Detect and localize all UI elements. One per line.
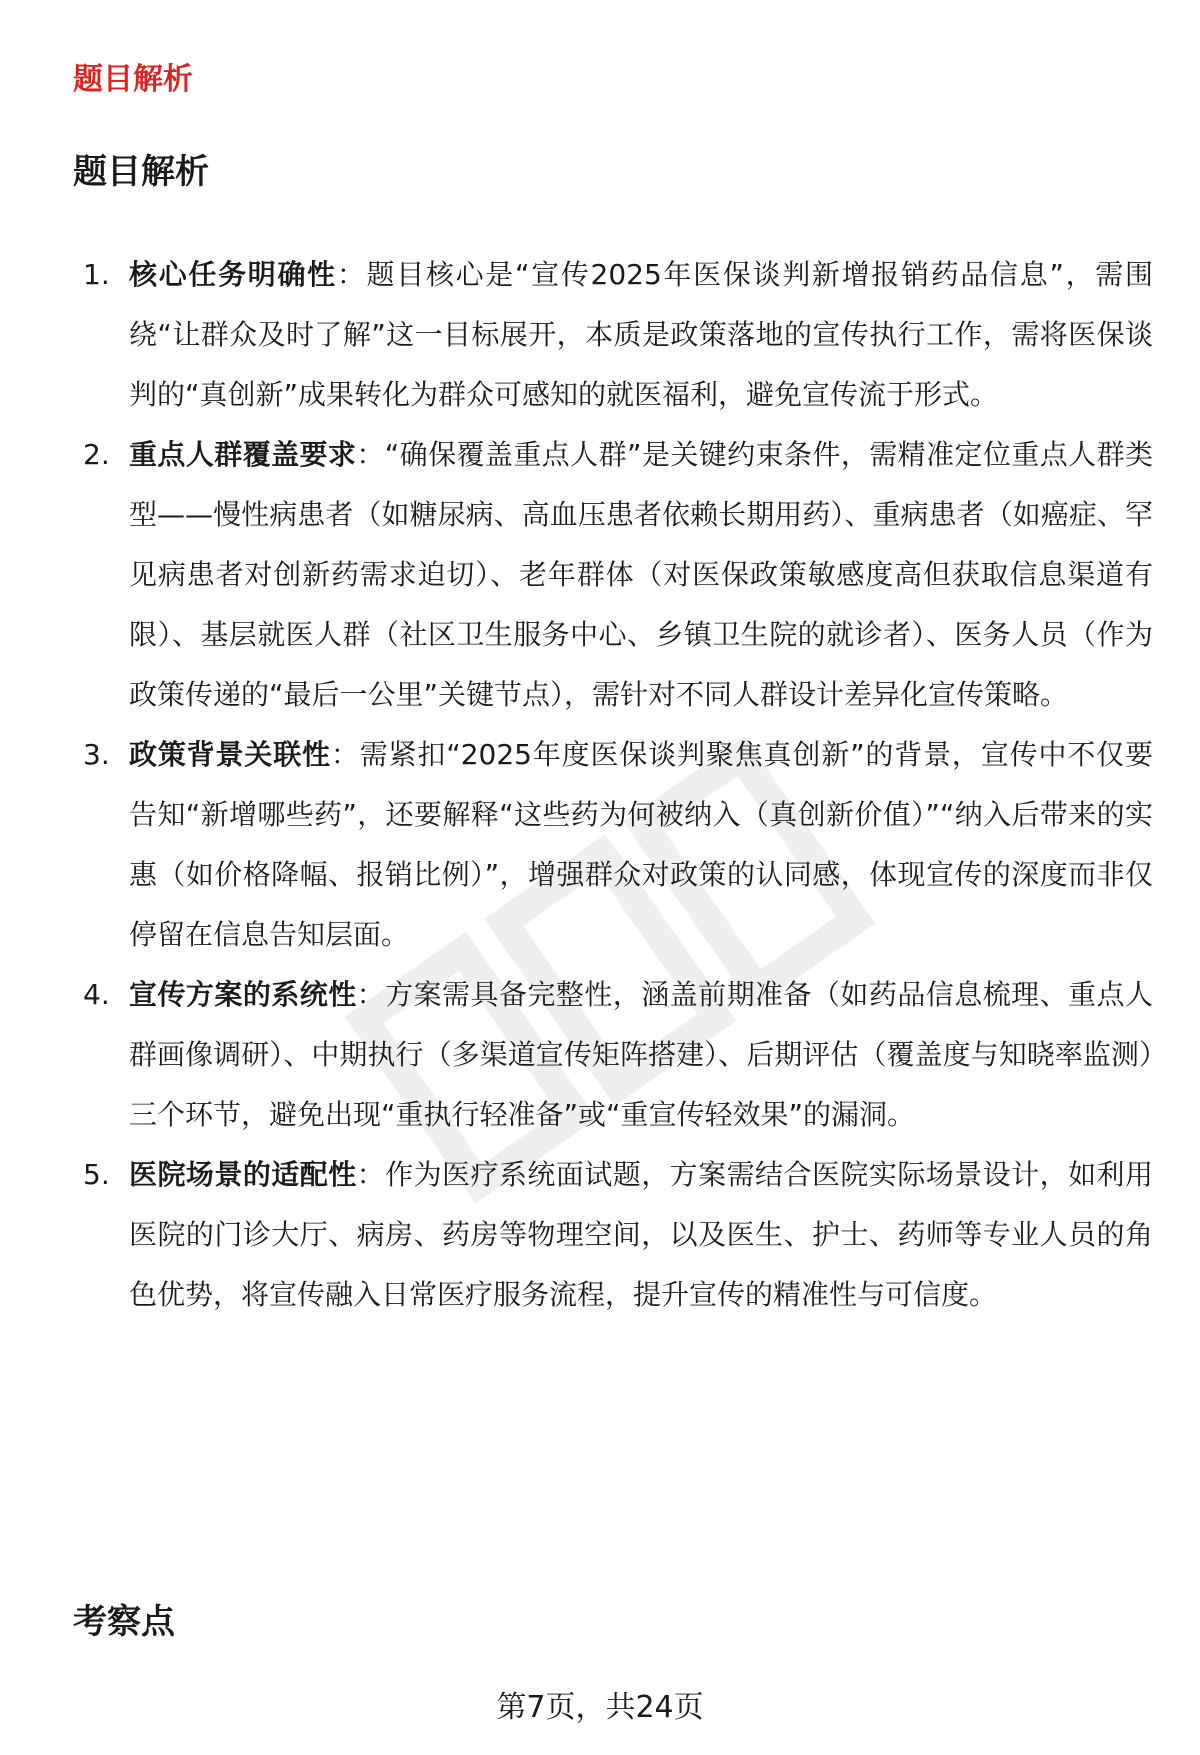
- item-separator: ：: [356, 438, 385, 471]
- list-item: [73, 425, 1153, 725]
- item-body: 方案需具备完整性，涵盖前期准备（如药品信息梳理、重点人群画像调研）、中期执行（多渠道宣传矩阵搭建）、后期评估（覆盖度与知晓率监测）三个环节，避免出现“重执行轻准备”或“重宣传轻效果”的漏洞。: [129, 978, 1153, 1131]
- section-heading-points: 考察点: [73, 1602, 175, 1642]
- item-text: [129, 425, 1153, 725]
- item-title: 宣传方案的系统性: [129, 978, 357, 1011]
- item-title: 政策背景关联性: [129, 738, 331, 771]
- list-item: [73, 965, 1153, 1145]
- item-title: 核心任务明确性: [129, 258, 337, 291]
- item-separator: ：: [336, 258, 367, 291]
- item-separator: ：: [356, 978, 386, 1011]
- item-body: 作为医疗系统面试题，方案需结合医院实际场景设计，如利用医院的门诊大厅、病房、药房等物理空间，以及医生、护士、药师等专业人员的角色优势，将宣传融入日常医疗服务流程，提升宣传的精准性与可信度。: [129, 1158, 1153, 1311]
- section-heading-analysis: 题目解析: [73, 152, 209, 192]
- item-body: 需紧扣“2025年度医保谈判聚焦真创新”的背景，宣传中不仅要告知“新增哪些药”，还要解释“这些药为何被纳入（真创新价值）”“纳入后带来的实惠（如价格降幅、报销比例）”，增强群众对政策的认同感，体现宣传的深度而非仅停留在信息告知层面。: [129, 738, 1153, 951]
- item-number: 2.: [83, 438, 110, 471]
- item-separator: ：: [330, 738, 360, 771]
- item-title: 重点人群覆盖要求: [129, 438, 357, 471]
- item-title: 医院场景的适配性: [129, 1158, 357, 1191]
- item-text: [129, 965, 1153, 1145]
- list-item: [73, 1145, 1153, 1325]
- analysis-list: [73, 245, 1153, 1325]
- item-number: 1.: [83, 258, 110, 291]
- list-item: [73, 245, 1153, 425]
- item-number: 5.: [83, 1158, 110, 1191]
- page-footer: 第7页，共24页: [496, 1690, 704, 1725]
- item-body: “确保覆盖重点人群”是关键约束条件，需精准定位重点人群类型——慢性病患者（如糖尿病、高血压患者依赖长期用药）、重病患者（如癌症、罕见病患者对创新药需求迫切）、老年群体（对医保政策敏感度高但获取信息渠道有限）、基层就医人群（社区卫生服务中心、乡镇卫生院的就诊者）、医务人员（作为政策传递的“最后一公里”关键节点），需针对不同人群设计差异化宣传策略。: [129, 438, 1153, 711]
- list-item: [73, 725, 1153, 965]
- item-number: 3.: [83, 738, 110, 771]
- item-number: 4.: [83, 978, 110, 1011]
- item-text: [129, 725, 1153, 965]
- item-body: 题目核心是“宣传2025年医保谈判新增报销药品信息”，需围绕“让群众及时了解”这一目标展开，本质是政策落地的宣传执行工作，需将医保谈判的“真创新”成果转化为群众可感知的就医福利，避免宣传流于形式。: [129, 258, 1153, 411]
- item-text: [129, 1145, 1153, 1325]
- top-label: 题目解析: [73, 62, 193, 97]
- item-separator: ：: [356, 1158, 386, 1191]
- item-text: [129, 245, 1153, 425]
